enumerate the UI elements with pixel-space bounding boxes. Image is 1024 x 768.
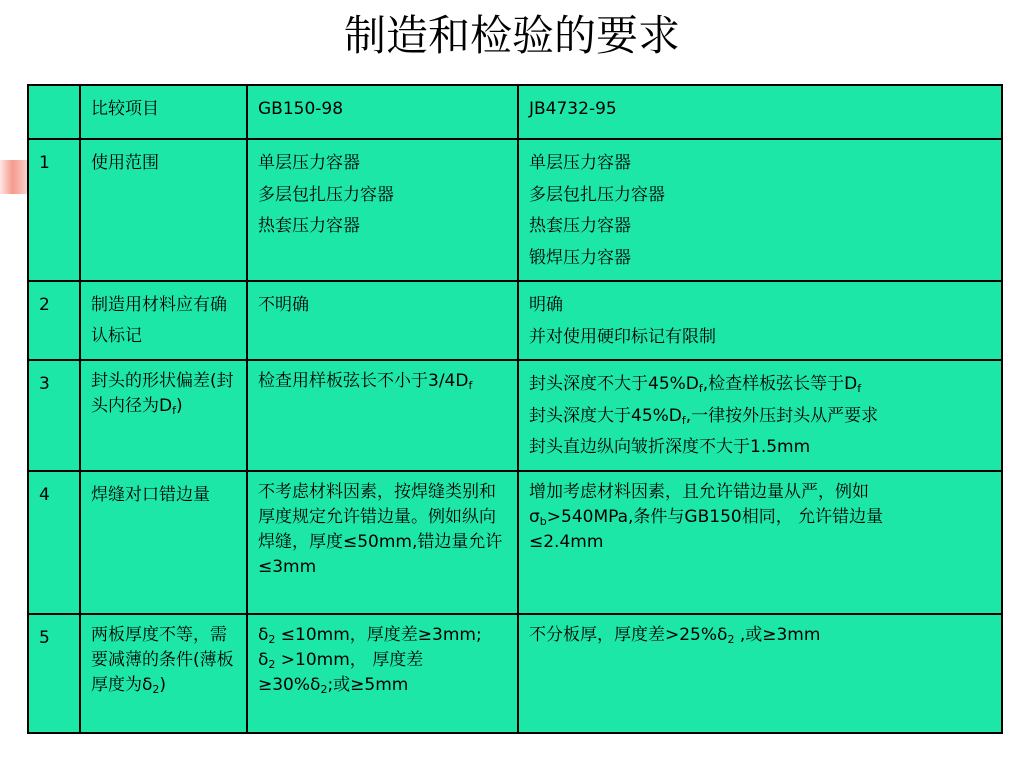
row-number: 4	[28, 471, 80, 614]
row-gb	[247, 360, 518, 471]
jb-line: 热套压力容器	[529, 216, 631, 236]
jb-line: 封头深度不大于$45\%D_f$,检查样板弦长等于$D_f$	[529, 374, 862, 395]
header-item-cell: 比较项目	[80, 85, 247, 139]
gb-line: $\delta_2 >10mm$， 厚度差	[258, 649, 424, 671]
page-title: 制造和检验的要求	[343, 11, 680, 60]
row-number: 5	[28, 614, 80, 733]
table-row	[28, 360, 1002, 471]
gb-line: 单层压力容器	[258, 153, 360, 173]
jb-line: 增加考虑材料因素，且允许错边量从严，例如	[529, 481, 869, 502]
jb-line: ≤2.4mm	[529, 531, 604, 552]
table-row	[28, 139, 1002, 281]
row-item-text: 封头的形状偏差(封头内径为$D_f$)	[91, 371, 234, 417]
row-jb	[518, 471, 1002, 614]
row-item-text: 焊缝对口错边量	[91, 484, 210, 505]
decorative-accent-bar	[0, 160, 28, 194]
jb-line: 明确	[529, 295, 563, 315]
jb-line: $\sigma_b>540MPa$,条件与GB150相同， 允许错边量	[529, 506, 884, 528]
row-item	[80, 281, 247, 360]
row-number: 1	[28, 139, 80, 281]
header-jb-cell: JB4732-95	[518, 85, 1002, 139]
row-item-text: 两板厚度不等，需要减薄的条件(薄板厚度为$\delta_2$)	[91, 624, 234, 696]
jb-line: 封头直边纵向皱折深度不大于1.5mm	[529, 437, 811, 457]
row-jb	[518, 360, 1002, 471]
jb-line: 单层压力容器	[529, 153, 631, 173]
table-row	[28, 614, 1002, 733]
row-number: 2	[28, 281, 80, 360]
gb-line: 热套压力容器	[258, 216, 360, 236]
row-number: 3	[28, 360, 80, 471]
header-gb-cell: GB150-98	[247, 85, 518, 139]
jb-line: 并对使用硬印标记有限制	[529, 326, 716, 347]
jb-line: 不分板厚，厚度差$>25\%\delta_2$ ,或≥3mm	[529, 624, 821, 646]
table-header-row	[28, 85, 1002, 139]
jb-line: 多层包扎压力容器	[529, 184, 665, 205]
gb-line: 多层包扎压力容器	[258, 184, 394, 205]
row-item-text: 制造用材料应有确认标记	[91, 295, 227, 346]
row-item: 使用范围	[80, 139, 247, 281]
row-item	[80, 614, 247, 733]
row-gb: 不明确	[247, 281, 518, 360]
gb-line: $\delta_2 \le 10mm$，厚度差≥3mm;	[258, 624, 482, 646]
row-gb-text: 不考虑材料因素，按焊缝类别和厚度规定允许错边量。例如纵向焊缝，厚度≤50mm,错边量允许≤3mm	[258, 481, 503, 577]
jb-line: 封头深度大于$45\%D_f$,一律按外压封头从严要求	[529, 405, 879, 427]
row-gb	[247, 139, 518, 281]
header-no-cell	[28, 85, 80, 139]
row-item	[80, 360, 247, 471]
table-row	[28, 281, 1002, 360]
row-jb	[518, 139, 1002, 281]
row-gb-text: 检查用样板弦长不小于$3/4D_f$	[258, 371, 473, 392]
table-row	[28, 471, 1002, 614]
row-item	[80, 471, 247, 614]
jb-line: 锻焊压力容器	[529, 247, 631, 268]
row-jb	[518, 614, 1002, 733]
row-gb	[247, 614, 518, 733]
gb-line: $\ge 30\%\delta_2$;或≥5mm	[258, 674, 409, 696]
row-gb	[247, 471, 518, 614]
comparison-table	[27, 84, 1003, 734]
row-jb	[518, 281, 1002, 360]
